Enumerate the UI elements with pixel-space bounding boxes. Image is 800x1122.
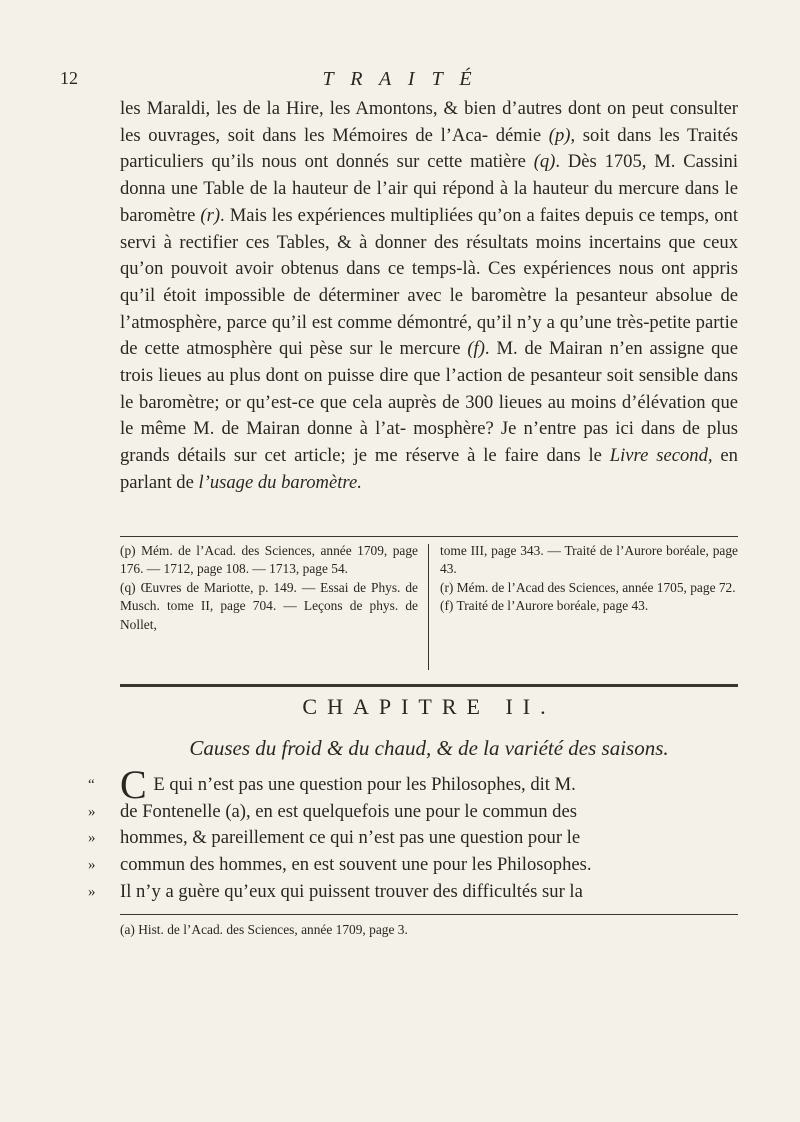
notes-column-divider [428, 544, 429, 670]
body-text: . Mais les expériences multipliées qu’on a faites depuis ce temps, ont servi à rectifier ces Tables, & à donner des résultats moins incertains que ceux qu’on pouvoit avoir obtenus dans ce temps-là. Ces expériences nous ont appris qu’il étoit impossible de déterminer avec le baromètre la pesanteur absolue de l’atmosphère, parce qu’il est comme démontré, qu’il n’y a qu’une très-petite partie de cette atmosphère qui pèse sur le mercure [120, 204, 738, 360]
chapter-rule [120, 684, 738, 687]
note-ref-q: (q) [533, 151, 556, 173]
note-p: (p) Mém. de l’Acad. des Sciences, année 1709, page 176. — 1712, page 108. — 1713, page 54. [120, 543, 418, 577]
quote-line [88, 799, 738, 826]
topic-reference: l’usage du baromètre. [198, 471, 362, 493]
body-text: . Dès 1705, M. Cassini donna une Table de la hauteur de l’air qui répond à la hauteur du mercure dans le baromètre [120, 151, 738, 226]
page-header [60, 68, 740, 92]
quote-text: Il n’y a guère qu’eux qui puissent trouver des difficultés sur la [120, 880, 583, 902]
note-r: (r) Mém. de l’Acad des Sciences, année 1705, page 72. [440, 579, 736, 595]
continuation-mark: » [88, 857, 96, 874]
quote-line [88, 852, 738, 879]
note-ref-r: (r) [200, 204, 221, 226]
main-paragraph [120, 96, 738, 497]
chapter-subtitle: Causes du froid & du chaud, & de la variété des saisons. [189, 736, 669, 760]
continuation-mark: » [88, 803, 96, 820]
note-ref-p: (p) [548, 124, 571, 146]
body-text: les Maraldi, les de la Hire, les Amontons, & bien d’autres dont on peut consulter les ouvrages, soit dans les Mémoires de l’Aca- démie [120, 98, 738, 146]
note-q: (q) Œuvres de Mariotte, p. 149. — Essai de Phys. de Musch. tome II, page 704. — Leçons de phys. de Nollet, [120, 579, 418, 632]
open-quote-mark: “ [88, 777, 95, 793]
quote-line [88, 825, 738, 852]
quote-line [88, 762, 738, 807]
notes-left-column [120, 542, 418, 634]
footnote: (a) Hist. de l’Acad. des Sciences, année 1709, page 3. [120, 922, 408, 937]
chapter-title: CHAPITRE II. [302, 694, 556, 719]
body-text: en parlant de [120, 445, 738, 493]
book-reference: Livre second, [609, 445, 713, 467]
quote-text: commun des hommes, en est souvent une pour les Philosophes. [120, 854, 592, 876]
note-f: (f) Traité de l’Aurore boréale, page 43. [440, 598, 649, 614]
quote-text: de Fontenelle (a), en est quelquefois une pour le commun des [120, 800, 577, 822]
quoted-passage [88, 762, 738, 906]
note-ref-f: (f) [467, 338, 485, 360]
body-text: , soit dans les Traités particuliers qu’ils nous ont donnés sur cette matière [120, 124, 738, 173]
body-text: . M. de Mairan n’en assigne que trois lieues au plus dont on puisse dire que l’action de pesanteur soit sensible dans le baromètre; or qu’est-ce que cela auprès de 300 lieues au moins d’élévation que le même M. de Mairan donne à l’at- mosphère? Je n’entre pas ici dans de plus grands détails sur cet article; je me réserve à le faire dans le [120, 338, 738, 467]
note-q-continued: tome III, page 343. — Traité de l’Aurore boréale, page 43. [440, 543, 738, 577]
continuation-mark: » [88, 830, 96, 847]
notes-top-rule [120, 536, 738, 537]
quote-line [88, 879, 738, 906]
drop-cap: C [120, 762, 147, 807]
running-head: T R A I T É [322, 68, 478, 90]
footnote-rule [120, 914, 738, 915]
page-number: 12 [60, 68, 78, 88]
notes-right-column [440, 542, 738, 616]
quote-text: E qui n’est pas une question pour les Philosophes, dit M. [153, 774, 576, 795]
side-notes [120, 542, 738, 674]
quote-text: hommes, & pareillement ce qui n’est pas une question pour le [120, 827, 581, 849]
continuation-mark: » [88, 883, 96, 900]
